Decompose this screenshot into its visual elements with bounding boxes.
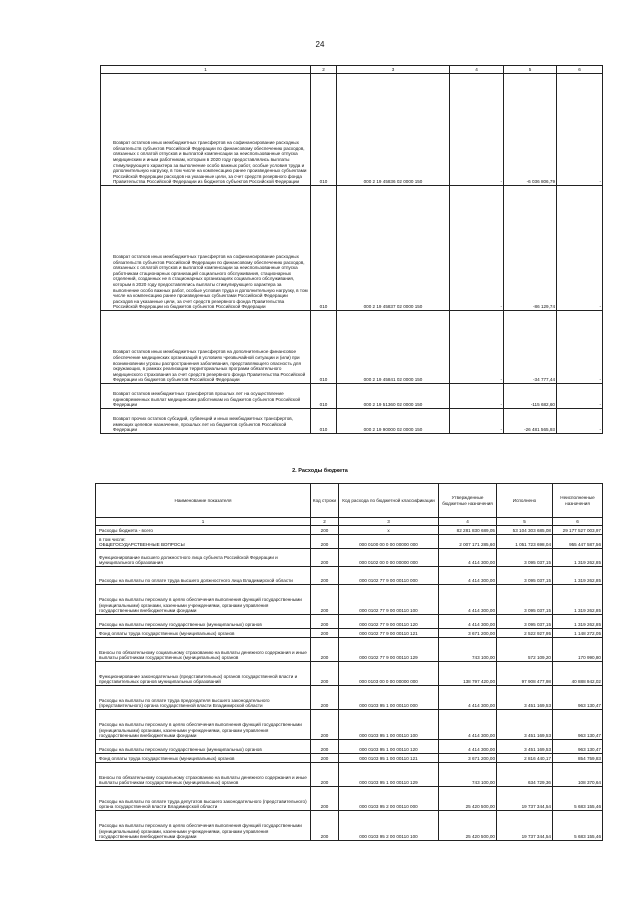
- row-name: Расходы на выплаты персоналу государственных (муниципальных) органов: [96, 740, 311, 754]
- col-number-3: 3: [337, 66, 450, 74]
- row-approved: 3 671 200,00: [439, 754, 497, 763]
- table-row: [96, 629, 603, 638]
- row-budget-code: 000 0103 00 0 00 00000 000: [339, 662, 439, 686]
- table-row: [96, 638, 603, 662]
- row-name: в том числе: ОБЩЕГОСУДАРСТВЕННЫЕ ВОПРОСЫ: [96, 535, 311, 549]
- row-line-code: 010: [311, 186, 337, 311]
- row-name: Расходы на выплаты по оплате труда высшего должностного лица Владимирской области: [96, 567, 311, 585]
- col-number-6: 6: [557, 66, 603, 74]
- row-unexecuted: 29 177 527 003,97: [553, 526, 603, 535]
- row-budget-code: 000 0102 77 9 00 00110 100: [339, 585, 439, 615]
- row-approved: 4 414 300,00: [439, 686, 497, 710]
- header-line-code: Код строки: [311, 484, 339, 518]
- col-number-2: 2: [311, 66, 337, 74]
- row-executed: 3 095 037,15: [497, 567, 553, 585]
- row-executed: 2 816 440,17: [497, 754, 553, 763]
- row-budget-code: 000 0103 95 1 00 00110 120: [339, 740, 439, 754]
- header-name: Наименование показателя: [96, 484, 311, 518]
- row-unexecuted: 1 319 262,85: [553, 585, 603, 615]
- row-budget-code: 000 2 19 45841 02 0000 150: [337, 311, 450, 384]
- row-budget-code: 000 0102 77 9 00 00110 129: [339, 638, 439, 662]
- row-budget-code: 000 2 19 51360 02 0000 150: [337, 384, 450, 409]
- row-budget-code: 000 0102 77 9 00 00110 120: [339, 615, 439, 629]
- row-unexecuted: 854 759,83: [553, 754, 603, 763]
- row-line-code: 010: [311, 74, 337, 186]
- row-line-code: 200: [311, 763, 339, 787]
- row-unexecuted: 108 370,64: [553, 763, 603, 787]
- row-name: Возврат прочих остатков субсидий, субвенций и иных межбюджетных трансфертов, имеющих целевое назначение, прошлых лет из бюджетов субъектов Российской Федерации: [101, 409, 311, 434]
- row-line-code: 200: [311, 787, 339, 811]
- row-approved: 2 007 171 285,60: [439, 535, 497, 549]
- col-number-5: 5: [504, 66, 557, 74]
- col-number-2: 2: [311, 518, 339, 526]
- header-executed: Исполнено: [497, 484, 553, 518]
- row-approved: 82 281 830 689,05: [439, 526, 497, 535]
- row-executed: 634 729,36: [497, 763, 553, 787]
- row-budget-code: 000 0102 77 9 00 00110 000: [339, 567, 439, 585]
- row-line-code: 010: [311, 409, 337, 434]
- header-approved: Утвержденные бюджетные назначения: [439, 484, 497, 518]
- col-number-3: 3: [339, 518, 439, 526]
- row-name: Расходы на выплаты по оплате труда председателя высшего законодательного (представительного) органа государственной власти Владимирской области: [96, 686, 311, 710]
- row-unexecuted: 5 683 155,46: [553, 787, 603, 811]
- table-row: [96, 763, 603, 787]
- header-unexecuted: Неисполненные назначения: [553, 484, 603, 518]
- income-returns-table: [100, 65, 603, 434]
- row-name: Расходы на выплаты персоналу в целях обеспечения выполнения функций государственными (муниципальными) органами, казенными учреждениями, органами управления государственными внебюджетными фондами: [96, 811, 311, 841]
- row-executed: 1 051 723 698,04: [497, 535, 553, 549]
- table-row: [101, 74, 603, 186]
- row-line-code: 200: [311, 526, 339, 535]
- row-executed: 3 451 169,53: [497, 686, 553, 710]
- table-row: [96, 740, 603, 754]
- row-executed: -26 481 565,93: [504, 409, 557, 434]
- row-name: Возврат остатков межбюджетных трансфертов прошлых лет на осуществление единовременных выплат медицинским работникам из бюджетов субъектов Российской Федерации: [101, 384, 311, 409]
- row-unexecuted: 40 888 942,02: [553, 662, 603, 686]
- row-line-code: 200: [311, 710, 339, 740]
- row-unexecuted: 963 130,47: [553, 710, 603, 740]
- row-line-code: 200: [311, 567, 339, 585]
- row-line-code: 200: [311, 811, 339, 841]
- row-name: Возврат остатков иных межбюджетных трансфертов на дополнительное финансовое обеспечение медицинских организаций в условиях чрезвычайной ситуации и (или) при возникновении угрозы распространения заболевания, представляющего опасность для окружающих, в рамках реализации территориальных программ обязательного медицинского страхования за счет средств резервного фонда Правительства Российской Федерации из бюджетов субъектов Российской Федерации: [101, 311, 311, 384]
- col-number-4: 4: [450, 66, 504, 74]
- row-unexecuted: -: [557, 311, 603, 384]
- row-approved: 4 414 300,00: [439, 567, 497, 585]
- row-executed: 53 104 303 685,08: [497, 526, 553, 535]
- row-line-code: 200: [311, 549, 339, 567]
- row-approved: 4 414 300,00: [439, 585, 497, 615]
- table-row: [96, 787, 603, 811]
- row-unexecuted: 1 319 262,85: [553, 567, 603, 585]
- table-row: [101, 186, 603, 311]
- row-budget-code: 000 0102 77 9 00 00110 121: [339, 629, 439, 638]
- row-unexecuted: 963 130,47: [553, 740, 603, 754]
- row-executed: -34 777,44: [504, 311, 557, 384]
- row-executed: 19 737 344,54: [497, 787, 553, 811]
- row-name: Фонд оплаты труда государственных (муниципальных) органов: [96, 629, 311, 638]
- table-row: [101, 311, 603, 384]
- row-name: Расходы на выплаты персоналу государственных (муниципальных) органов: [96, 615, 311, 629]
- row-executed: 97 908 477,98: [497, 662, 553, 686]
- row-name: Расходы на выплаты персоналу в целях обеспечения выполнения функций государственными (муниципальными) органами, казенными учреждениями, органами управления государственными внебюджетными фондами: [96, 585, 311, 615]
- expenditures-table: [95, 483, 603, 841]
- row-budget-code: 000 0103 95 2 00 00110 100: [339, 811, 439, 841]
- row-unexecuted: -: [557, 409, 603, 434]
- column-number-row: [101, 66, 603, 74]
- row-approved: 4 414 300,00: [439, 740, 497, 754]
- row-budget-code: 000 0102 00 0 00 00000 000: [339, 549, 439, 567]
- row-unexecuted: -: [557, 74, 603, 186]
- row-line-code: 200: [311, 686, 339, 710]
- table-row: [96, 662, 603, 686]
- row-line-code: 200: [311, 535, 339, 549]
- table-row: [96, 549, 603, 567]
- row-name: Расходы бюджета - всего: [96, 526, 311, 535]
- row-unexecuted: 963 130,47: [553, 686, 603, 710]
- table-row: [101, 409, 603, 434]
- row-unexecuted: -: [557, 186, 603, 311]
- row-approved: 4 414 300,00: [439, 549, 497, 567]
- table-row: [101, 384, 603, 409]
- row-unexecuted: -: [557, 384, 603, 409]
- row-budget-code: x: [339, 526, 439, 535]
- column-number-row: [96, 518, 603, 526]
- row-executed: 3 451 169,53: [497, 710, 553, 740]
- row-line-code: 200: [311, 615, 339, 629]
- row-approved: 743 100,00: [439, 763, 497, 787]
- row-name: Возврат остатков иных межбюджетных трансфертов на софинансирование расходных обязательств субъектов Российской Федерации по финансовому обеспечению расходов, связанных с оплатой отпусков и выплатой компенсации за неиспользованные отпуска работникам стационарных организаций социального обслуживания, стационарных отделений, созданных не в стационарных организациях социального обслуживания, которым в 2020 году предоставлялись выплаты стимулирующего характера за выполнение особо важных работ, особые условия труда и дополнительную нагрузку, в том числе на компенсацию ранее произведенных субъектами Российской Федерации расходов на указанные цели, за счет средств резервного фонда Правительства Российской Федерации из бюджетов субъектов Российской Федерации: [101, 186, 311, 311]
- col-number-1: 1: [101, 66, 311, 74]
- col-number-4: 4: [439, 518, 497, 526]
- row-name: Расходы на выплаты персоналу в целях обеспечения выполнения функций государственными (муниципальными) органами, казенными учреждениями, органами управления государственными внебюджетными фондами: [96, 710, 311, 740]
- row-budget-code: 000 0103 95 1 00 00110 000: [339, 686, 439, 710]
- row-name: Фонд оплаты труда государственных (муниципальных) органов: [96, 754, 311, 763]
- row-approved: -: [450, 186, 504, 311]
- table-row: [96, 811, 603, 841]
- row-line-code: 200: [311, 638, 339, 662]
- row-approved: 4 414 300,00: [439, 710, 497, 740]
- row-approved: -: [450, 311, 504, 384]
- row-approved: 25 420 500,00: [439, 811, 497, 841]
- row-budget-code: 000 0100 00 0 00 00000 000: [339, 535, 439, 549]
- row-line-code: 200: [311, 585, 339, 615]
- row-line-code: 200: [311, 629, 339, 638]
- row-name: Расходы на выплаты по оплате труда депутатов высшего законодательного (представительного) органа государственной власти Владимирской области: [96, 787, 311, 811]
- row-approved: -: [450, 384, 504, 409]
- row-budget-code: 000 2 19 45837 02 0000 150: [337, 186, 450, 311]
- row-name: Функционирование высшего должностного лица субъекта Российской Федерации и муниципального образования: [96, 549, 311, 567]
- row-budget-code: 000 0103 95 2 00 00110 000: [339, 787, 439, 811]
- row-approved: 743 100,00: [439, 638, 497, 662]
- page-number: 24: [315, 40, 325, 49]
- row-budget-code: 000 0103 95 1 00 00110 121: [339, 754, 439, 763]
- row-name: Взносы по обязательному социальному страхованию на выплаты денежного содержания и иные выплаты работникам государственных (муниципальных) органов: [96, 638, 311, 662]
- row-executed: -115 682,60: [504, 384, 557, 409]
- row-line-code: 200: [311, 740, 339, 754]
- header-row: [96, 484, 603, 518]
- section-title: 2. Расходы бюджета: [292, 468, 348, 474]
- col-number-5: 5: [497, 518, 553, 526]
- row-name: Взносы по обязательному социальному страхованию на выплаты денежного содержания и иные выплаты работникам государственных (муниципальных) органов: [96, 763, 311, 787]
- row-executed: 2 522 927,95: [497, 629, 553, 638]
- table-row: [96, 585, 603, 615]
- table-row: [96, 615, 603, 629]
- row-approved: 138 797 420,00: [439, 662, 497, 686]
- row-line-code: 010: [311, 384, 337, 409]
- row-line-code: 200: [311, 754, 339, 763]
- col-number-1: 1: [96, 518, 311, 526]
- row-approved: 3 671 200,00: [439, 629, 497, 638]
- row-executed: 3 451 169,53: [497, 740, 553, 754]
- row-name: Функционирование законодательных (представительных) органов государственной власти и представительных органов муниципальных образований: [96, 662, 311, 686]
- row-unexecuted: 5 683 155,46: [553, 811, 603, 841]
- row-unexecuted: 1 319 262,85: [553, 615, 603, 629]
- table-row: [96, 526, 603, 535]
- row-budget-code: 000 2 19 90000 02 0000 150: [337, 409, 450, 434]
- col-number-6: 6: [553, 518, 603, 526]
- table-row: [96, 686, 603, 710]
- row-approved: -: [450, 74, 504, 186]
- row-budget-code: 000 2 19 45836 02 0000 150: [337, 74, 450, 186]
- row-name: Возврат остатков иных межбюджетных трансфертов на софинансирование расходных обязательств субъектов Российской Федерации по финансовому обеспечению расходов, связанных с оплатой отпусков и выплатой компенсации за неиспользованные отпуска медицинским и иным работникам, которым в 2020 году предоставлялись выплаты стимулирующего характера за выполнение особо важных работ, особые условия труда и дополнительную нагрузку, в том числе на компенсацию ранее произведенных субъектами Российской Федерации расходов на указанные цели, за счет средств резервного фонда Правительства Российской Федерации из бюджетов субъектов Российской Федерации: [101, 74, 311, 186]
- table-row: [96, 567, 603, 585]
- row-executed: 572 109,20: [497, 638, 553, 662]
- table-row: [96, 710, 603, 740]
- table-row: [96, 754, 603, 763]
- row-executed: 3 095 037,15: [497, 585, 553, 615]
- row-line-code: 200: [311, 662, 339, 686]
- header-budget-code: Код расхода по бюджетной классификации: [339, 484, 439, 518]
- row-unexecuted: 955 447 587,56: [553, 535, 603, 549]
- row-budget-code: 000 0103 95 1 00 00110 100: [339, 710, 439, 740]
- row-line-code: 010: [311, 311, 337, 384]
- row-approved: 4 414 300,00: [439, 615, 497, 629]
- row-approved: 25 420 500,00: [439, 787, 497, 811]
- table-row: [96, 535, 603, 549]
- row-approved: -: [450, 409, 504, 434]
- row-executed: 3 095 037,15: [497, 549, 553, 567]
- row-executed: 3 095 037,15: [497, 615, 553, 629]
- row-executed: 19 737 344,54: [497, 811, 553, 841]
- row-budget-code: 000 0103 95 1 00 00110 129: [339, 763, 439, 787]
- row-unexecuted: 1 319 262,85: [553, 549, 603, 567]
- row-unexecuted: 170 990,80: [553, 638, 603, 662]
- row-executed: -6 036 806,79: [504, 74, 557, 186]
- row-unexecuted: 1 148 272,05: [553, 629, 603, 638]
- row-executed: -86 129,74: [504, 186, 557, 311]
